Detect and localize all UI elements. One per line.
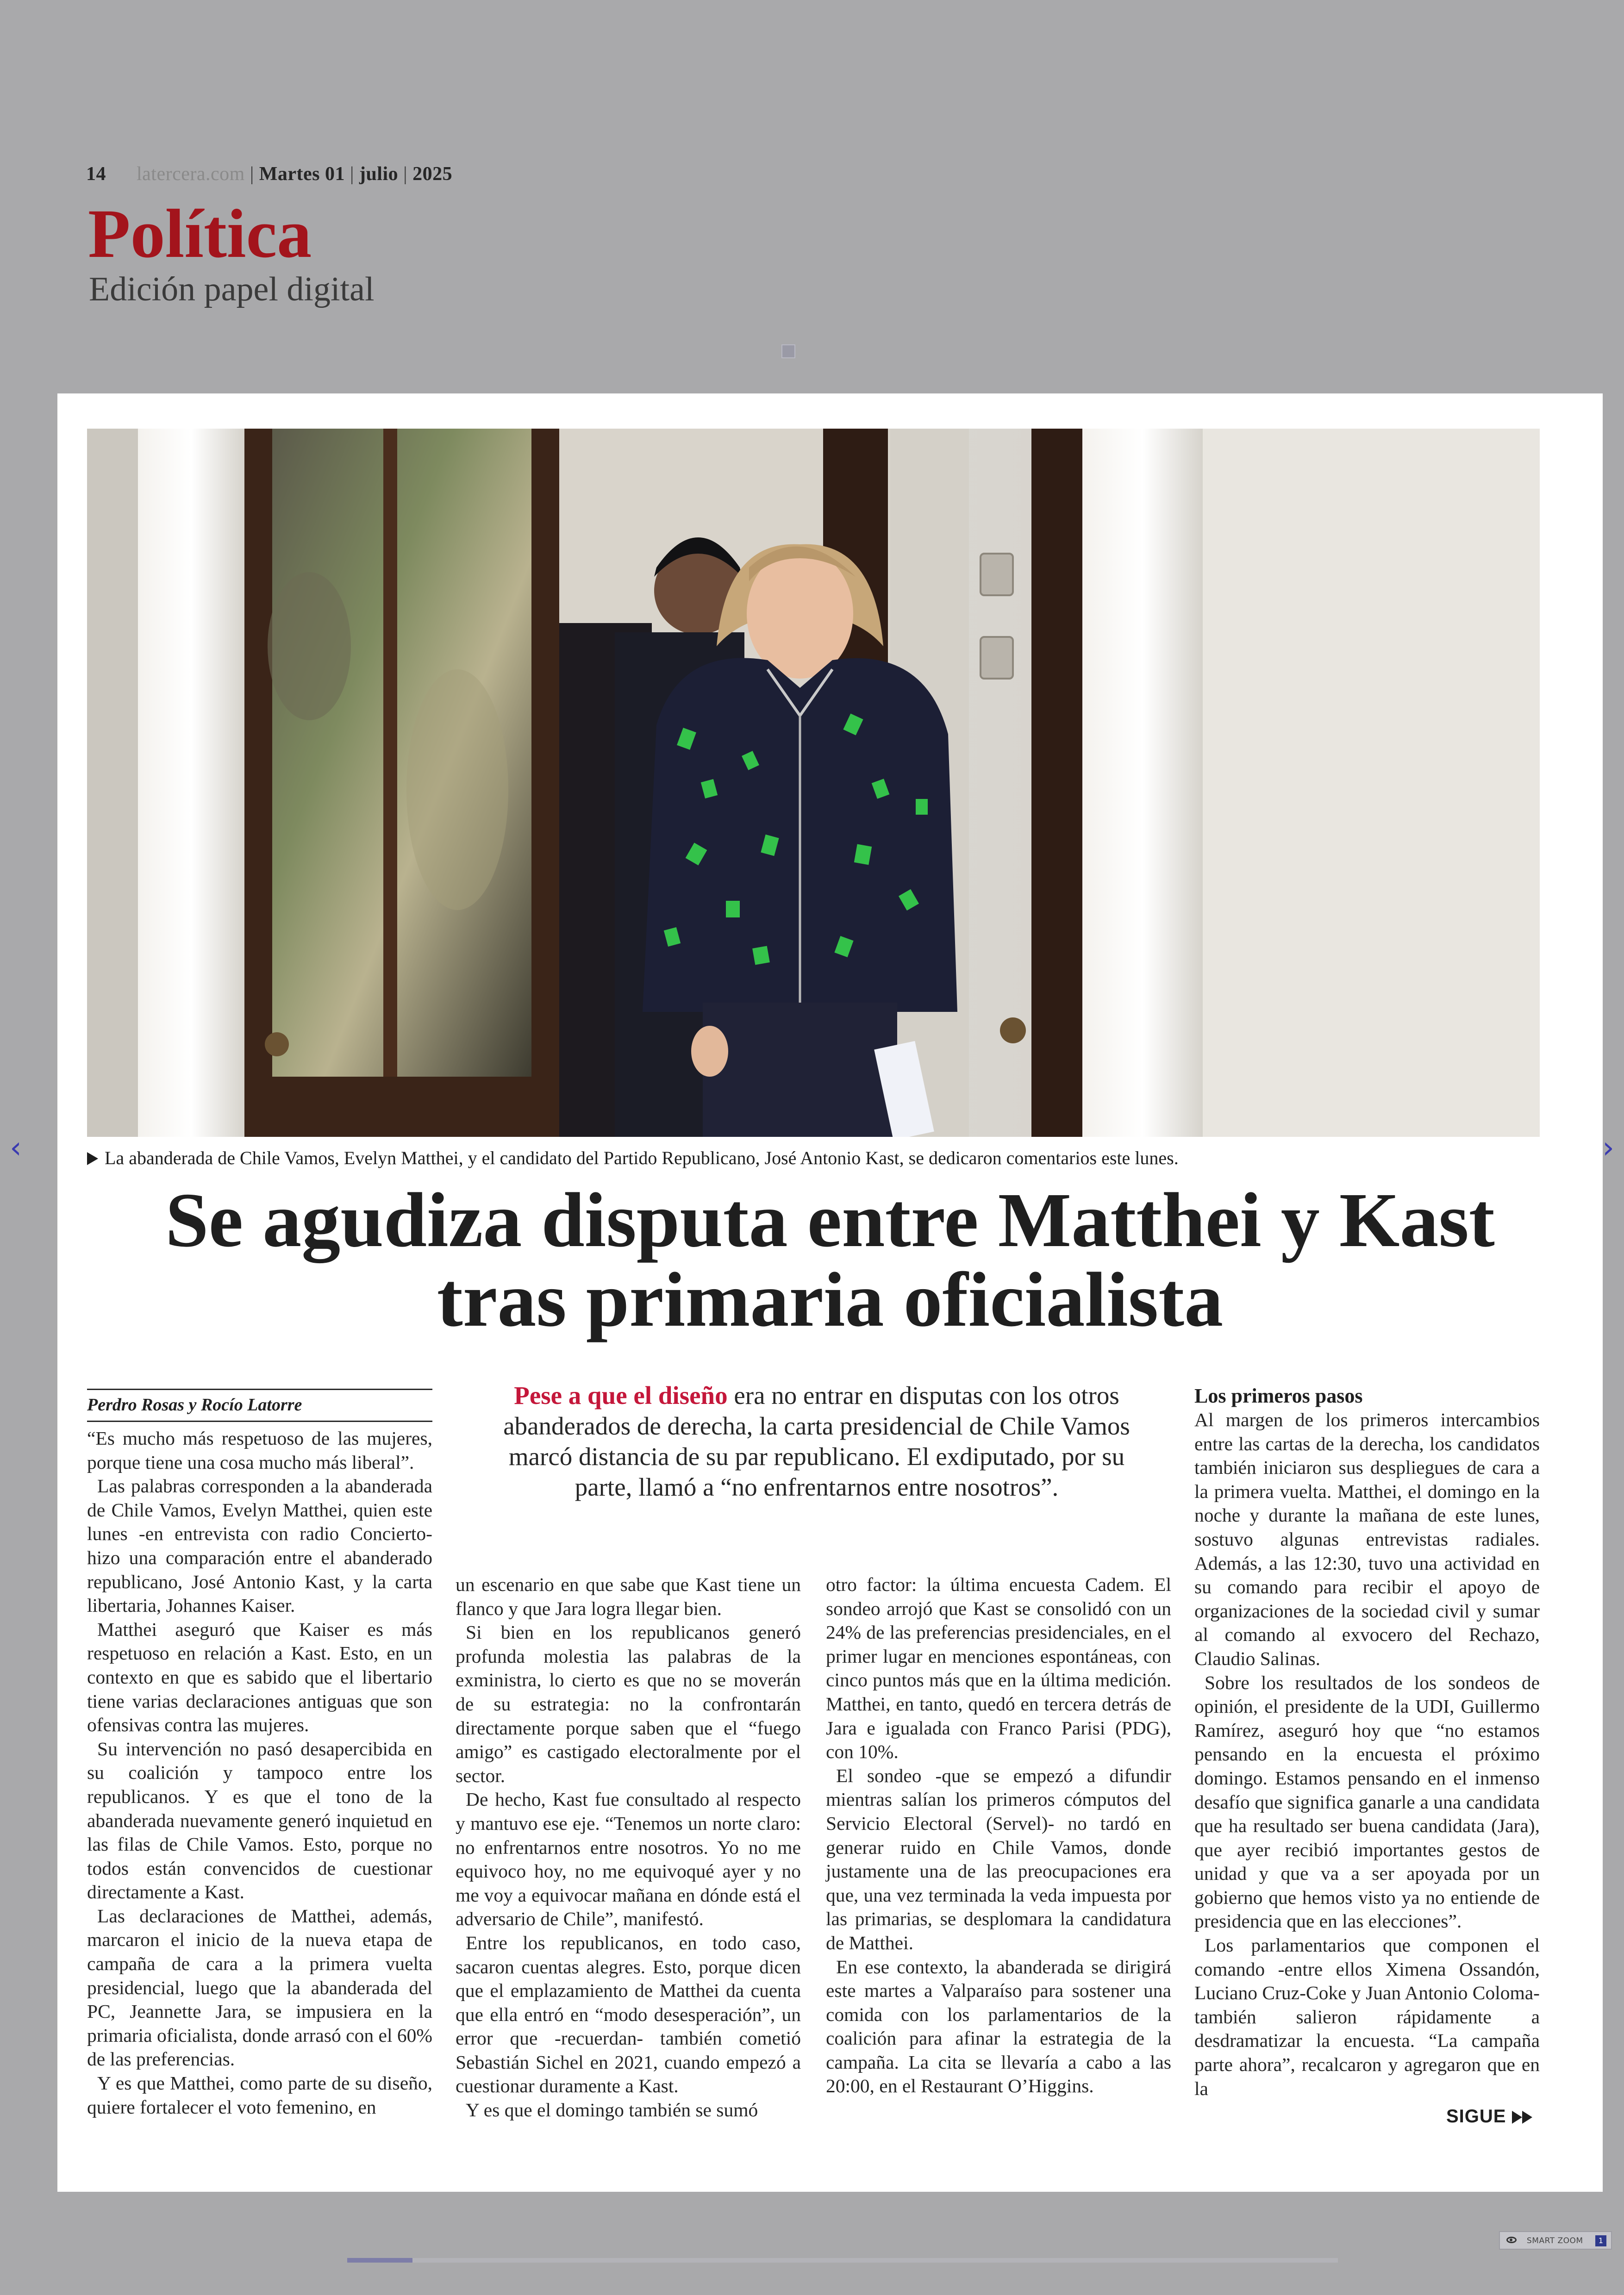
paragraph: En ese contexto, la abanderada se dirigirá este martes a Valparaíso para sostener una comida con los parlamentarios de la coalición para afinar la estrategia de la campaña. La cita se llevaría a cabo a las 20:00, en el Restaurant O’Higgins. [826,1956,1171,2097]
paragraph: Si bien en los republicanos generó profunda molestia las palabras de la exministra, lo cierto es que no se moverán de su estrategia: no la confrontarán directamente porque saben que el “fuego amigo” es castigado electoralmente por el sector. [456,1621,801,1786]
paragraph: Los parlamentarios que componen el comando -entre ellos Ximena Ossandón, Luciano Cruz-Coke y Juan Antonio Coloma- también salieron rápidamente a desdramatizar la encuesta. “La campaña parte ahora”, recalcaron y agregaron que en la [1194,1934,1540,2099]
article-column-3 [826,1573,1171,2098]
continue-label: SIGUE [1446,2106,1506,2127]
lead-text: era no entrar en disputas con los otros abanderados de derecha, la carta presidencial de Chile Vamos marcó distancia de su par republicano. El exdiputado, por su parte, llamó a “no enfrentarnos entre nosotros”. [503,1381,1130,1501]
byline: Perdro Rosas y Rocío Latorre [87,1389,432,1422]
paragraph: Sobre los resultados de los sondeos de opinión, el presidente de la UDI, Guillermo Ramírez, aseguró hoy que “no estamos pensando en la encuesta el próximo domingo. Estamos pensando en el inmenso desafío que significa ganarle a una candidata que ha resultado ser buena candidata (Jara), que ayer recibió importantes gestos de unidad y que va a ser apoyada por un gobierno que hemos visto ya no entiende de presidencia que en las elecciones”. [1194,1671,1540,1932]
paragraph: un escenario en que sabe que Kast tiene un flanco y que Jara logra llegar bien. [456,1574,801,1619]
continue-arrow-icon [1522,2111,1532,2124]
smart-zoom-label: SMART ZOOM [1527,2236,1583,2245]
paragraph: “Es mucho más respetuoso de las mujeres, porque tiene una cosa mucho más liberal”. [87,1428,432,1473]
date-weekday-day: Martes 01 [259,163,345,185]
edition-subtitle: Edición papel digital [89,270,375,308]
caption-triangle-icon [87,1152,98,1165]
page-progress-fill [347,2258,412,2263]
paragraph: Las declaraciones de Matthei, además, marcaron el inicio de la nueva etapa de campaña de cara a la primera vuelta presidencial, luego que la abanderada del PC, Jeannette Jara, se impusiera en la primaria oficialista, donde arrasó con el 60% de las preferencias. [87,1905,432,2070]
newspaper-page [57,393,1603,2192]
prev-page-button[interactable] [6,1129,25,1166]
date-year: 2025 [412,163,453,185]
paragraph: Su intervención no pasó desapercibida en su coalición y tampoco entre los republicanos. Y es que el tono de la abanderada nuevamente generó inquietud en las filas de Chile Vamos. Esto, porque no todos están convencidos de cuestionar directamente a Kast. [87,1738,432,1903]
continue-link[interactable] [1446,2106,1532,2127]
next-page-button[interactable] [1599,1129,1618,1166]
photo-illustration [87,429,1540,1137]
paragraph: Las palabras corresponden a la abanderada de Chile Vamos, Evelyn Matthei, quien este lunes -en entrevista con radio Concierto- hizo una comparación entre el abanderado republicano, José Antonio Kast, y la carta libertaria, Johannes Kaiser. [87,1475,432,1616]
article-column-1 [87,1427,432,2119]
photo-caption [87,1147,1540,1169]
page-marker-icon [781,344,795,358]
lead-highlight: Pese a que el diseño [514,1381,728,1409]
paragraph: Y es que Matthei, como parte de su diseño, quiere fortalecer el voto femenino, en [87,2072,432,2118]
paragraph: otro factor: la última encuesta Cadem. El sondeo arrojó que Kast se consolidó con un 24% de las preferencias presidenciales, en el primer lugar en menciones espontáneas, con cinco puntos más que en la última medición. Matthei, en tanto, quedó en tercera detrás de Jara e igualada con Franco Parisi (PDG), con 10%. [826,1574,1171,1763]
paragraph: De hecho, Kast fue consultado al respecto y mantuvo ese eje. “Tenemos un norte claro: no enfrentarnos entre nosotros. Yo no me equivoco hoy, no me equivoqué ayer y no me voy a equivocar mañana en dónde está el adversario de Chile”, manifestó. [456,1789,801,1930]
chevron-right-icon: › [1602,1131,1614,1165]
paragraph: Al margen de los primeros intercambios entre las cartas de la derecha, los candidatos también iniciaron sus despliegues de cara a la primera vuelta. Matthei, el domingo en la noche y durante la mañana de este lunes, sostuvo algunas entrevistas radiales. Además, a las 12:30, tuvo una actividad en su comando para recibir el apoyo de organizaciones de la sociedad civil y sumar al comando al exvocero del Rechazo, Claudio Salinas. [1194,1409,1540,1669]
date-month: julio [359,163,399,185]
article-photo [87,429,1540,1137]
smart-zoom-badge: 1 [1595,2235,1606,2246]
site-name: latercera.com [137,163,245,185]
smart-zoom-button[interactable] [1499,2231,1612,2250]
article-headline [57,1177,1603,1343]
paragraph: El sondeo -que se empezó a difundir mientras salían los primeros cómputos del Servicio Electoral (Servel)- no tardó en generar ruido en Chile Vamos, donde justamente una de las preocupaciones era que, una vez terminada la veda impuesta por las primarias, se desplomara la candidatura de Matthei. [826,1765,1171,1953]
paragraph: Y es que el domingo también se sumó [466,2099,758,2121]
article-column-4 [1194,1384,1540,2101]
section-title: Política [88,195,312,272]
eye-icon [1506,2237,1517,2243]
page-progress-bar[interactable] [347,2258,1338,2263]
caption-text: La abanderada de Chile Vamos, Evelyn Matthei, y el candidato del Partido Republicano, José Antonio Kast, se dedicaron comentarios este lunes. [105,1148,1179,1168]
paragraph: Matthei aseguró que Kaiser es más respetuoso en relación a Kast. Esto, en un contexto en que es sabido que el libertario tiene varias declaraciones antiguas que son ofensivas contra las mujeres. [87,1618,432,1736]
section-subhead: Los primeros pasos [1194,1384,1363,1407]
article-lead [488,1380,1145,1503]
headline-line-2: tras primaria oficialista [437,1257,1224,1343]
paragraph: Entre los republicanos, en todo caso, sacaron cuentas alegres. Esto, porque dicen que el emplazamiento de Matthei da cuenta que ella entró en “modo desesperación”, un error que -recuerdan- también cometió Sebastián Sichel en 2021, cuando empezó a cuestionar duramente a Kast. [456,1932,801,2097]
page-header-meta: 14 latercera.com | Martes 01 | julio | 2025 [86,163,453,185]
chevron-left-icon: ‹ [10,1131,22,1165]
headline-line-1: Se agudiza disputa entre Matthei y Kast [165,1177,1495,1263]
article-column-2 [456,1573,801,2122]
continue-arrow-icon [1512,2111,1522,2124]
page-number: 14 [86,163,106,185]
